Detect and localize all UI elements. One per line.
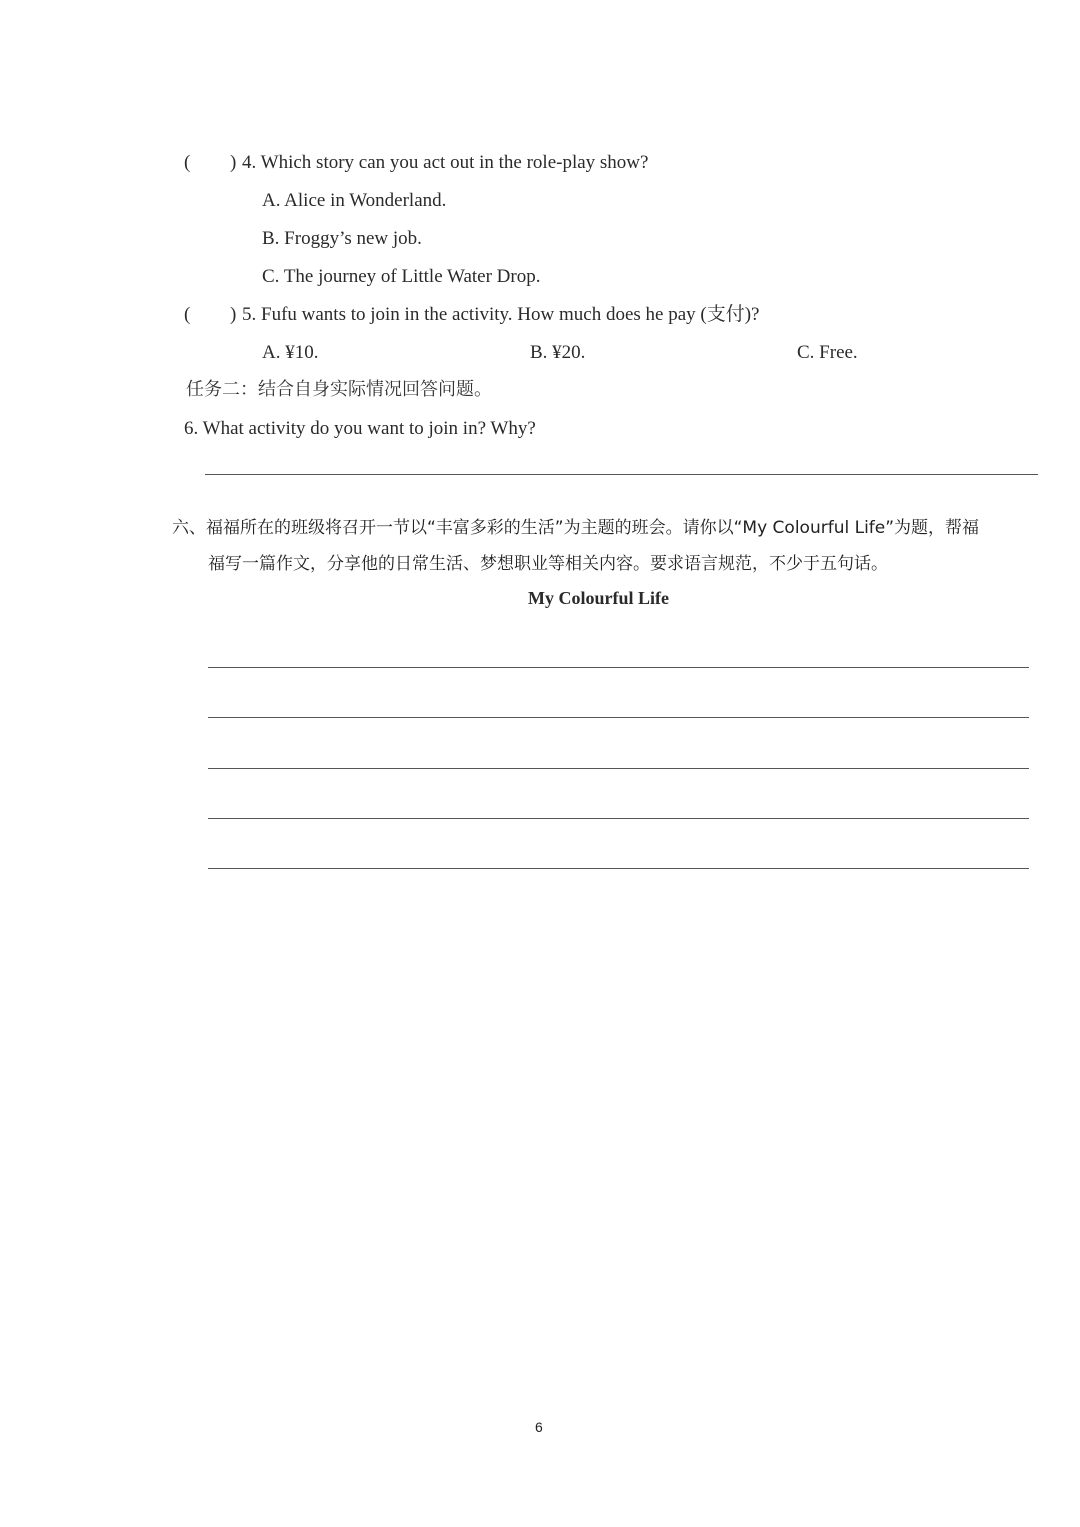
q5-option-b: B. ¥20. <box>530 342 586 363</box>
answer-line-q6[interactable] <box>205 474 1038 475</box>
section6-instruction-line1: 六、福福所在的班级将召开一节以“丰富多彩的生活”为主题的班会。请你以“My Colourful Life”为题，帮福 <box>172 518 980 538</box>
essay-line-4[interactable] <box>208 818 1029 819</box>
q4-option-c: C. The journey of Little Water Drop. <box>262 266 541 287</box>
q4-option-a: A. Alice in Wonderland. <box>262 190 447 211</box>
essay-line-1[interactable] <box>208 667 1029 668</box>
section6-instruction-line2: 福写一篇作文，分享他的日常生活、梦想职业等相关内容。要求语言规范，不少于五句话。 <box>208 554 888 574</box>
question-4-text: 4. Which story can you act out in the role-play show? <box>242 152 649 173</box>
essay-line-3[interactable] <box>208 768 1029 769</box>
essay-title: My Colourful Life <box>528 588 669 608</box>
answer-paren-close-q4: ) <box>230 152 237 173</box>
essay-line-5[interactable] <box>208 868 1029 869</box>
answer-paren-close-q5: ) <box>230 304 237 325</box>
question-5-text: 5. Fufu wants to join in the activity. How much does he pay (支付)? <box>242 304 760 325</box>
answer-paren-open-q5: ( <box>184 304 191 325</box>
question-6-text: 6. What activity do you want to join in? Why? <box>184 418 536 439</box>
answer-paren-open-q4: ( <box>184 152 191 173</box>
q5-option-a: A. ¥10. <box>262 342 319 363</box>
essay-line-2[interactable] <box>208 717 1029 718</box>
page-number: 6 <box>535 1419 543 1435</box>
q5-option-c: C. Free. <box>797 342 858 363</box>
task2-heading: 任务二：结合自身实际情况回答问题。 <box>186 379 492 400</box>
q4-option-b: B. Froggy’s new job. <box>262 228 422 249</box>
